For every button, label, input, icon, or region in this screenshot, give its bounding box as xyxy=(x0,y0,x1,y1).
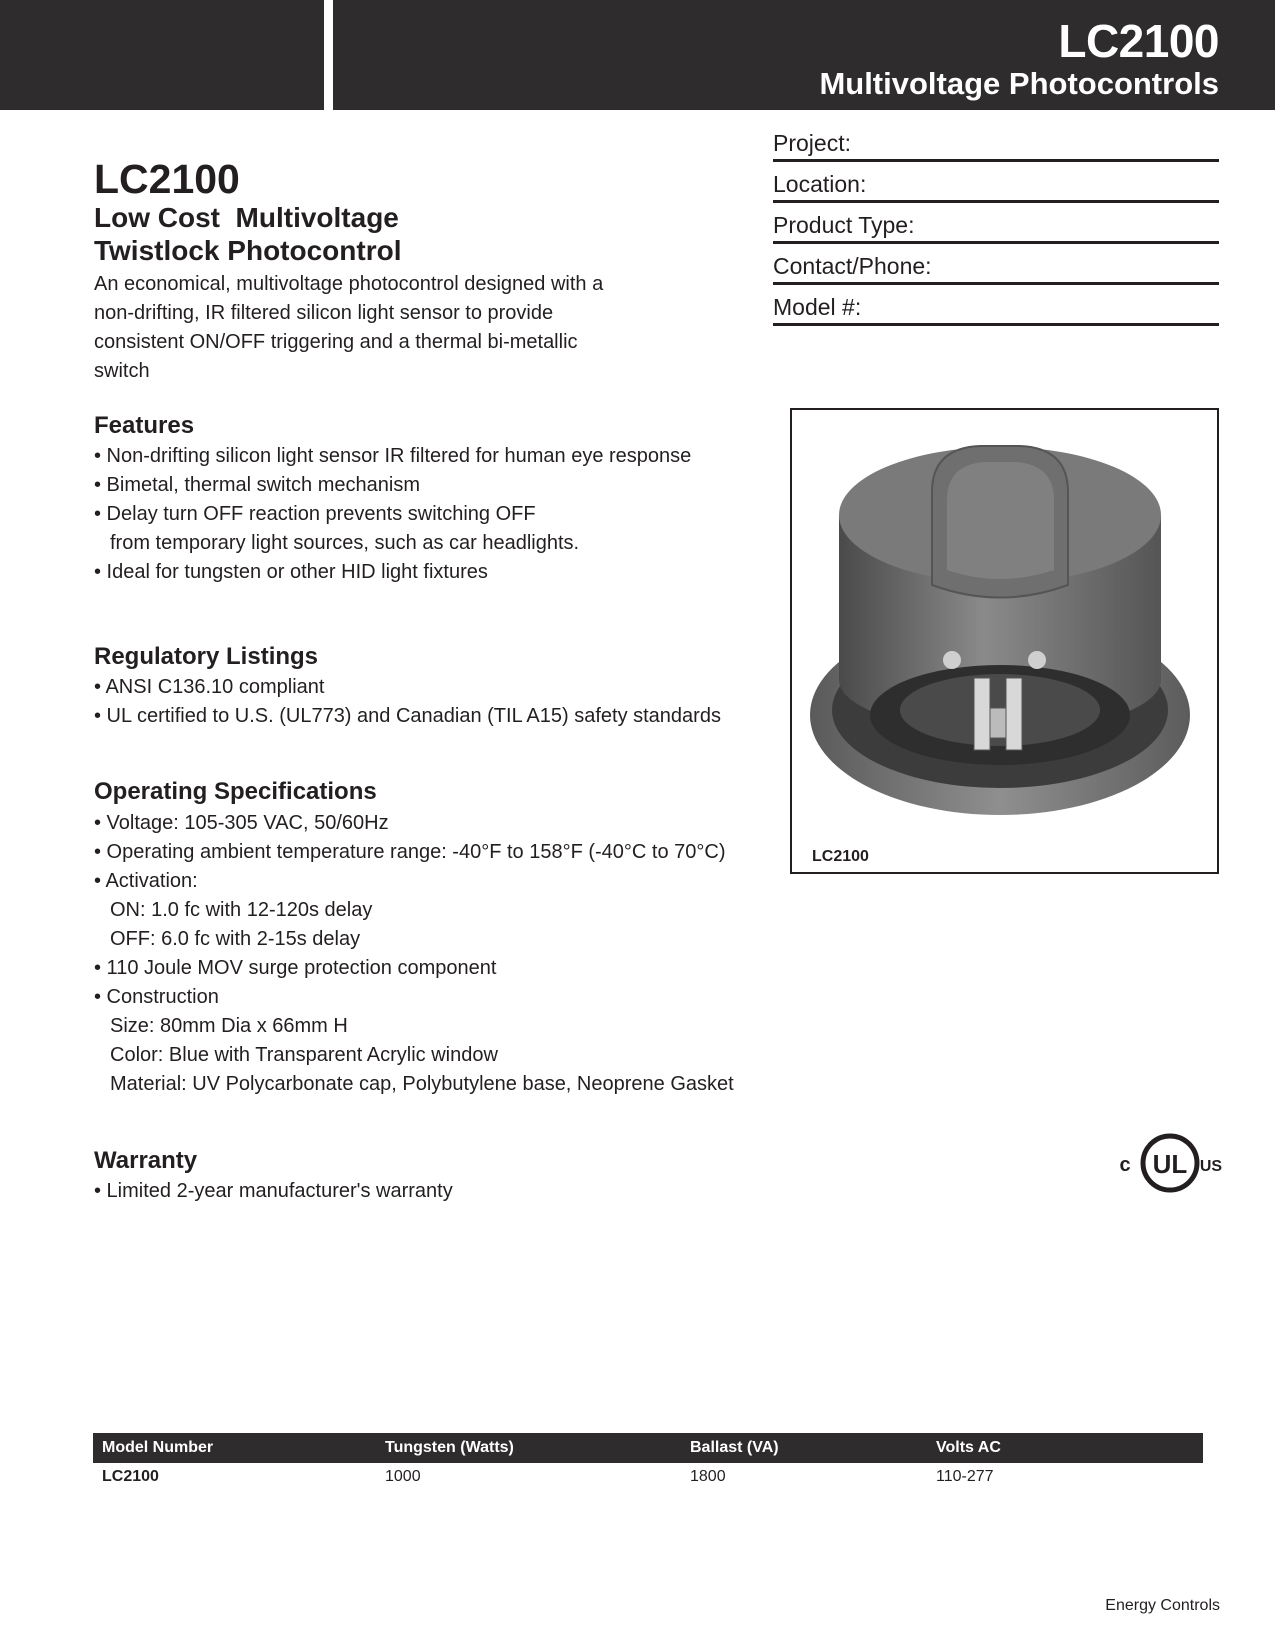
col-header-volts-ac: Volts AC xyxy=(927,1433,1203,1463)
list-item: • Ideal for tungsten or other HID light fixtures xyxy=(94,561,488,583)
header-subtitle: Multivoltage Photocontrols xyxy=(819,66,1219,101)
photocontrol-image xyxy=(792,410,1217,830)
product-title: LC2100 xyxy=(94,156,240,202)
form-field-product-type: Product Type: xyxy=(773,204,1219,244)
col-header-tungsten: Tungsten (Watts) xyxy=(376,1433,681,1463)
operating-specs-list xyxy=(94,809,734,1099)
list-item: • Operating ambient temperature range: -40°F to 158°F (-40°C to 70°C) xyxy=(94,841,726,863)
form-field-location: Location: xyxy=(773,163,1219,203)
col-header-ballast: Ballast (VA) xyxy=(681,1433,927,1463)
list-item: • 110 Joule MOV surge protection component xyxy=(94,957,497,979)
list-item: Size: 80mm Dia x 66mm H xyxy=(110,1015,348,1037)
table-row xyxy=(93,1463,1203,1491)
ul-logo xyxy=(1117,1128,1223,1198)
operating-specs-heading: Operating Specifications xyxy=(94,778,377,805)
list-item: • Delay turn OFF reaction prevents switching OFF xyxy=(94,503,536,525)
footer-brand: Energy Controls xyxy=(1105,1597,1220,1614)
form-field-model-number: Model #: xyxy=(773,286,1219,326)
photo-caption: LC2100 xyxy=(812,848,869,865)
features-heading: Features xyxy=(94,412,195,439)
list-item: Material: UV Polycarbonate cap, Polybutylene base, Neoprene Gasket xyxy=(110,1073,734,1095)
rating-table xyxy=(93,1433,1203,1491)
product-subtitle xyxy=(94,201,401,267)
ul-logo-center: UL xyxy=(1152,1149,1188,1179)
list-item: • Construction xyxy=(94,986,219,1008)
warranty-heading: Warranty xyxy=(94,1147,198,1174)
header-banner xyxy=(333,0,1275,110)
header-left-block xyxy=(0,0,324,110)
list-item: ON: 1.0 fc with 12-120s delay xyxy=(110,899,373,921)
form-field-project: Project: xyxy=(773,122,1219,162)
table-header-row xyxy=(93,1433,1203,1463)
list-item: • Voltage: 105-305 VAC, 50/60Hz xyxy=(94,812,389,834)
cell-tungsten: 1000 xyxy=(385,1468,421,1485)
list-item: • UL certified to U.S. (UL773) and Canadian (TIL A15) safety standards xyxy=(94,705,721,727)
list-item: • Non-drifting silicon light sensor IR filtered for human eye response xyxy=(94,445,692,467)
cell-ballast: 1800 xyxy=(690,1468,726,1485)
product-subtitle-line1: Low Cost Multivoltage xyxy=(94,202,399,233)
cell-volts-ac: 110-277 xyxy=(936,1468,994,1485)
ul-logo-c: c xyxy=(1119,1154,1131,1176)
list-item: • Bimetal, thermal switch mechanism xyxy=(94,474,420,496)
list-item: • Limited 2-year manufacturer's warranty xyxy=(94,1180,453,1202)
list-item: • ANSI C136.10 compliant xyxy=(94,676,325,698)
header-title: LC2100 xyxy=(1058,15,1219,67)
project-info-form xyxy=(773,122,1219,326)
list-item: Color: Blue with Transparent Acrylic window xyxy=(110,1044,498,1066)
list-item: from temporary light sources, such as car headlights. xyxy=(110,532,580,554)
cell-model-number: LC2100 xyxy=(102,1468,159,1485)
product-photo-frame xyxy=(790,408,1219,874)
features-list xyxy=(94,442,691,587)
form-field-contact-phone: Contact/Phone: xyxy=(773,245,1219,285)
product-description: An economical, multivoltage photocontrol designed with a non-drifting, IR filtered silicon light sensor to provide consistent ON/OFF triggering and a thermal bi-metallic switch xyxy=(94,273,604,382)
list-item: OFF: 6.0 fc with 2-15s delay xyxy=(110,928,361,950)
ul-logo-us: US xyxy=(1199,1158,1223,1175)
regulatory-list xyxy=(94,673,721,731)
list-item: • Activation: xyxy=(94,870,198,892)
product-subtitle-line2: Twistlock Photocontrol xyxy=(94,235,402,266)
col-header-model-number: Model Number xyxy=(93,1433,376,1463)
regulatory-heading: Regulatory Listings xyxy=(94,643,319,670)
c-ul-us-listed-icon xyxy=(1117,1128,1223,1198)
warranty-list xyxy=(94,1177,453,1206)
